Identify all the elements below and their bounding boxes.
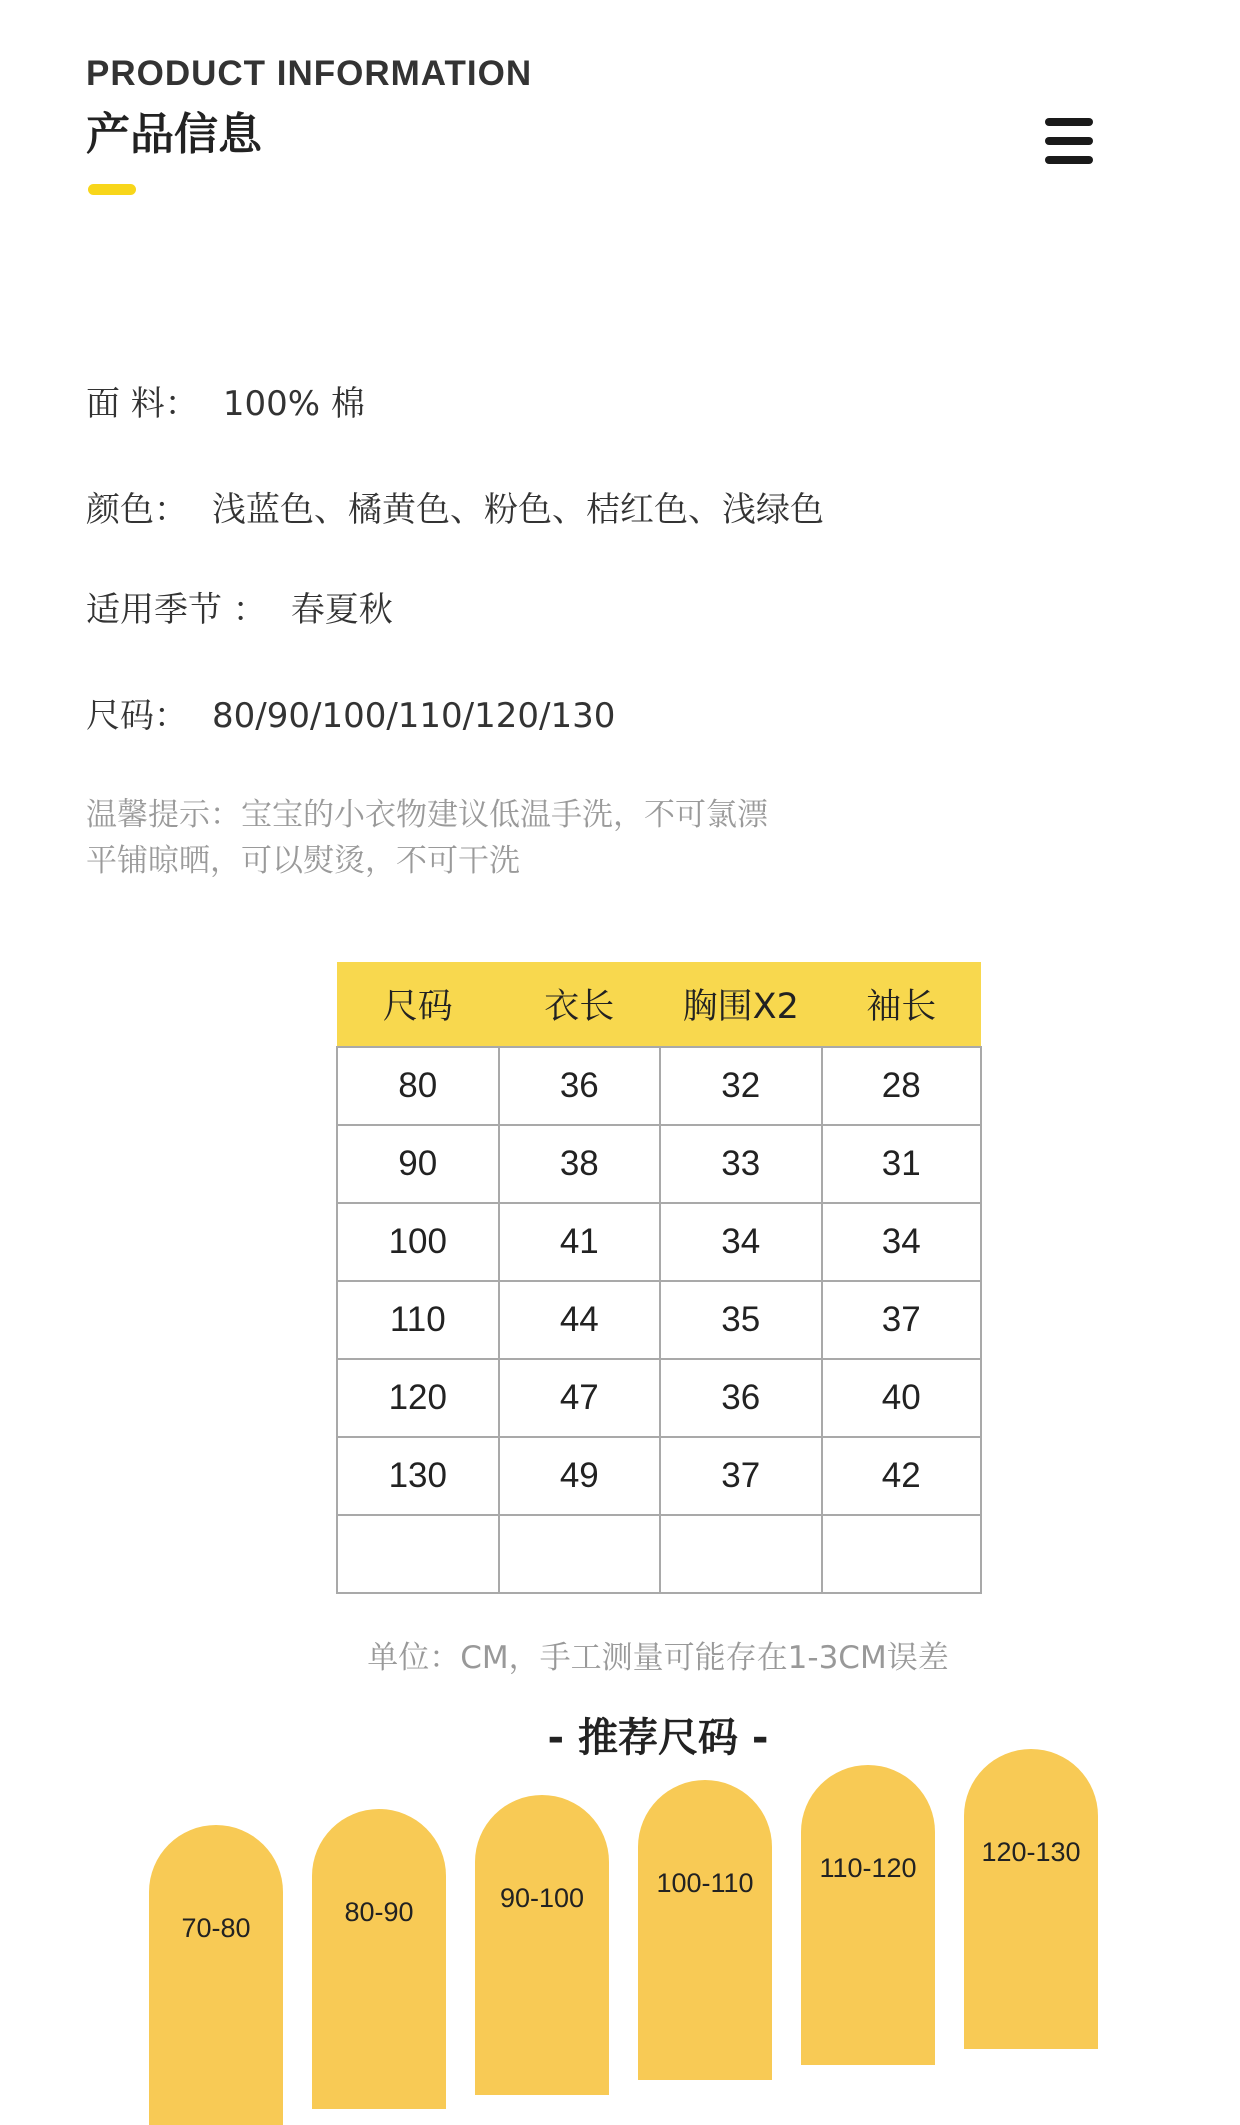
table-header-row — [337, 962, 981, 1047]
info-color-value: 浅蓝色、橘黄色、粉色、桔红色、浅绿色 — [212, 490, 824, 530]
table-header-cell: 尺码 — [337, 962, 499, 1047]
info-fabric-label: 面 料： — [86, 384, 199, 424]
info-season-value: 春夏秋 — [290, 590, 393, 630]
table-cell: 90 — [337, 1125, 499, 1203]
header-accent-bar — [88, 184, 136, 195]
header-title-zh: 产品信息 — [86, 109, 262, 160]
table-row — [337, 1515, 981, 1593]
table-cell: 44 — [499, 1281, 660, 1359]
table-cell: 38 — [499, 1125, 660, 1203]
recommend-size-label: 120-130 — [981, 1837, 1081, 1867]
recommend-size-bubble — [638, 1780, 772, 2080]
table-cell — [337, 1515, 499, 1593]
table-cell: 49 — [499, 1437, 660, 1515]
table-cell: 100 — [337, 1203, 499, 1281]
table-cell — [499, 1515, 660, 1593]
unit-note: 单位：CM，手工测量可能存在1-3CM误差 — [367, 1640, 949, 1676]
info-season — [86, 582, 393, 631]
table-cell: 36 — [499, 1047, 660, 1125]
recommend-size-label: 100-110 — [656, 1868, 754, 1898]
recommend-size-label: 80-90 — [344, 1897, 414, 1927]
info-season-label: 适用季节 ： — [86, 590, 267, 630]
table-cell: 40 — [822, 1359, 982, 1437]
recommend-size-bubble — [149, 1825, 283, 2125]
table-cell: 130 — [337, 1437, 499, 1515]
info-fabric-value: 100% 棉 — [222, 384, 365, 424]
table-cell: 37 — [822, 1281, 982, 1359]
recommend-size-label: 90-100 — [499, 1883, 585, 1913]
recommend-size-label: 110-120 — [819, 1853, 917, 1883]
table-header-cell: 袖长 — [822, 962, 982, 1047]
care-tip-line-1: 温馨提示：宝宝的小衣物建议低温手洗，不可氯漂 — [86, 797, 768, 833]
table-cell — [660, 1515, 821, 1593]
size-chart-table — [336, 962, 982, 1594]
menu-icon[interactable] — [1045, 118, 1093, 164]
table-row — [337, 1359, 981, 1437]
table-row — [337, 1125, 981, 1203]
info-fabric — [86, 376, 365, 425]
table-cell: 110 — [337, 1281, 499, 1359]
table-cell: 34 — [660, 1203, 821, 1281]
table-header-cell: 胸围X2 — [660, 962, 821, 1047]
care-tip-line-2: 平铺晾晒，可以熨烫，不可干洗 — [86, 843, 520, 879]
care-tip — [86, 792, 768, 884]
info-size-label: 尺码： — [86, 696, 188, 736]
recommend-title: - 推荐尺码 - — [547, 1715, 769, 1761]
table-row — [337, 1047, 981, 1125]
table-row — [337, 1203, 981, 1281]
table-cell: 34 — [822, 1203, 982, 1281]
table-cell: 37 — [660, 1437, 821, 1515]
table-row — [337, 1437, 981, 1515]
table-cell: 35 — [660, 1281, 821, 1359]
recommend-size-bubble — [964, 1749, 1098, 2049]
table-cell: 42 — [822, 1437, 982, 1515]
table-cell: 36 — [660, 1359, 821, 1437]
recommend-size-bubble — [475, 1795, 609, 2095]
table-cell — [822, 1515, 982, 1593]
info-size — [86, 688, 615, 737]
table-header-cell: 衣长 — [499, 962, 660, 1047]
recommend-size-label: 70-80 — [181, 1913, 251, 1943]
info-color — [86, 482, 824, 531]
table-cell: 80 — [337, 1047, 499, 1125]
table-cell: 47 — [499, 1359, 660, 1437]
table-cell: 33 — [660, 1125, 821, 1203]
info-color-label: 颜色： — [86, 490, 188, 530]
recommend-size-bubble — [801, 1765, 935, 2065]
table-row — [337, 1281, 981, 1359]
table-cell: 32 — [660, 1047, 821, 1125]
recommend-size-bubble — [312, 1809, 446, 2109]
table-cell: 120 — [337, 1359, 499, 1437]
table-cell: 28 — [822, 1047, 982, 1125]
header-title-en: PRODUCT INFORMATION — [86, 54, 533, 93]
table-cell: 31 — [822, 1125, 982, 1203]
info-size-value: 80/90/100/110/120/130 — [212, 696, 616, 736]
table-cell: 41 — [499, 1203, 660, 1281]
